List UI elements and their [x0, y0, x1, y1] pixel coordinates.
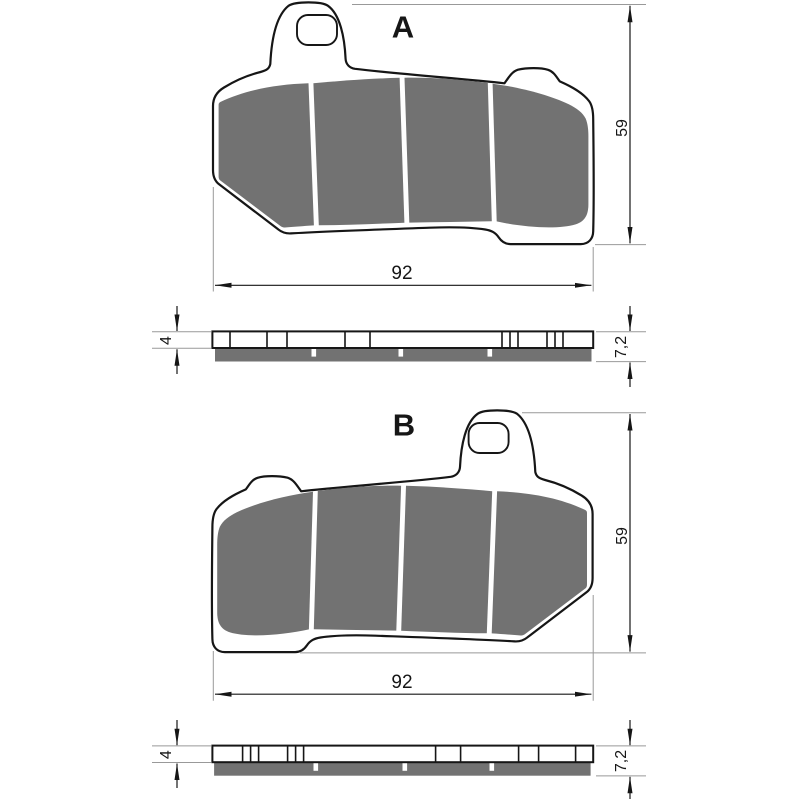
pad-b-width-dimension: 92	[391, 672, 413, 693]
pad-b-side-view	[212, 746, 593, 776]
side-a-total-thickness: 7,2	[613, 335, 630, 359]
side-b-total-thickness: 7,2	[613, 749, 630, 773]
pad-b-front-view	[212, 407, 593, 652]
pad-a-width-dimension: 92	[391, 263, 413, 284]
side-a-plate-thickness: 4	[158, 336, 175, 345]
pad-b-height-dimension: 59	[614, 527, 631, 545]
pad-a-side-view	[212, 331, 593, 361]
pad-a-label: A	[391, 9, 415, 45]
side-b-plate-thickness: 4	[158, 750, 175, 760]
pad-b-label: B	[392, 407, 416, 443]
pad-a-height-dimension: 59	[614, 119, 631, 137]
